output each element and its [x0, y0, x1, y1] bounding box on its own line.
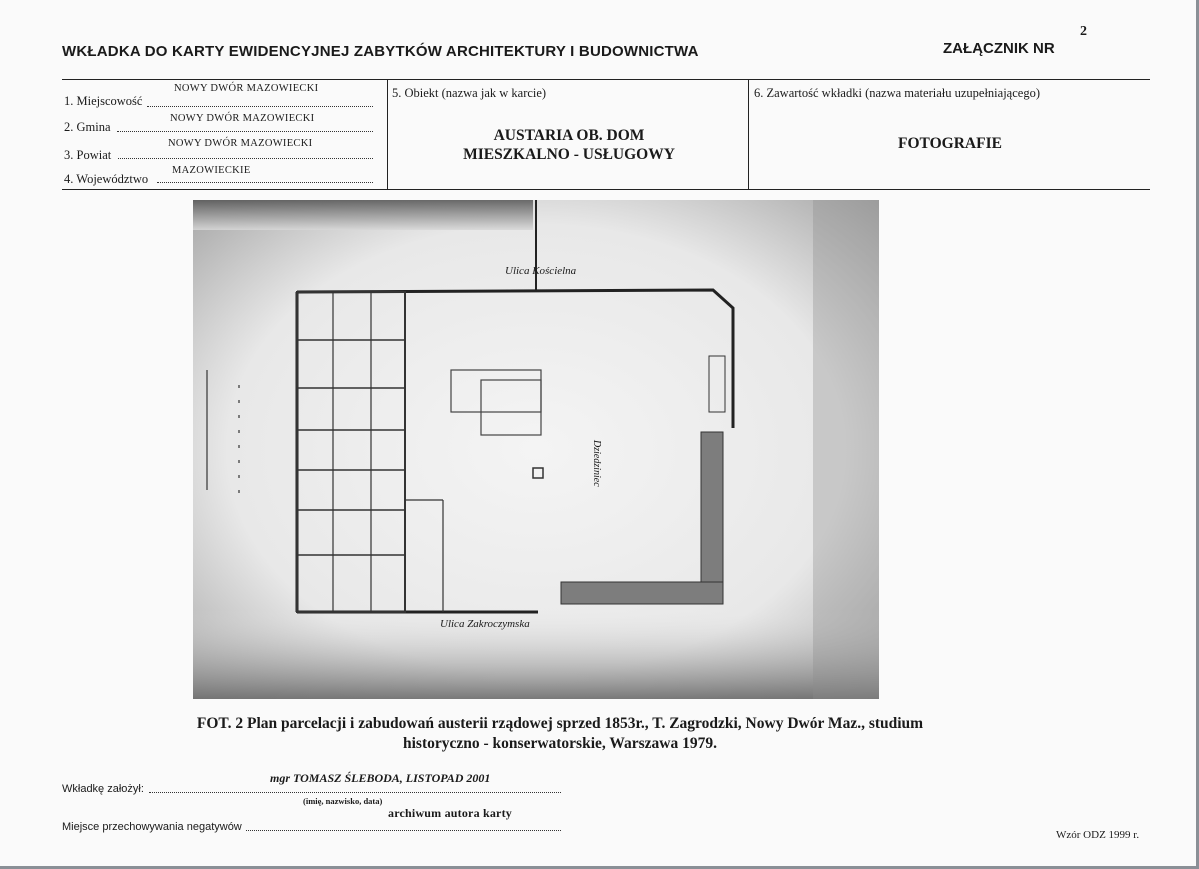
map-label-yard: Dziedziniec: [591, 440, 602, 487]
miejscowosc-value: NOWY DWÓR MAZOWIECKI: [174, 83, 319, 94]
object-name: [390, 126, 748, 164]
powiat-value: NOWY DWÓR MAZOWIECKI: [168, 138, 313, 149]
table-top-border: [62, 79, 1150, 80]
attachment-label: ZAŁĄCZNIK NR: [943, 40, 1055, 57]
storage-value: archiwum autora karty: [388, 806, 512, 820]
object-label: 5. Obiekt (nazwa jak w karcie): [392, 86, 547, 100]
author-value: mgr TOMASZ ŚLEBODA, LISTOPAD 2001: [270, 771, 491, 785]
powiat-label: 3. Powiat: [64, 148, 112, 162]
object-name-line2: MIESZKALNO - USŁUGOWY: [463, 146, 675, 163]
photo-caption: [130, 714, 990, 754]
caption-line1: FOT. 2 Plan parcelacji i zabudowań austerii rządowej sprzed 1853r., T. Zagrodzki, Nowy Dwór Maz., studium: [196, 715, 924, 732]
author-label: Wkładkę założył:: [62, 783, 144, 795]
object-name-line1: AUSTARIA OB. DOM: [493, 127, 645, 144]
wojewodztwo-value: MAZOWIECKIE: [172, 165, 251, 176]
caption-line2: historyczno - konserwatorskie, Warszawa 1979.: [403, 735, 717, 752]
template-version: Wzór ODZ 1999 r.: [1056, 829, 1140, 841]
miejscowosc-dotted-line: [147, 106, 373, 107]
column-divider-2: [748, 79, 749, 189]
gmina-label: 2. Gmina: [64, 120, 111, 134]
author-hint: (imię, nazwisko, data): [303, 796, 383, 806]
table-bottom-border: [62, 189, 1150, 190]
storage-label: Miejsce przechowywania negatywów: [62, 821, 242, 833]
attachment-number: 2: [1080, 24, 1087, 39]
miejscowosc-label: 1. Miejscowość: [64, 94, 143, 108]
content-label: 6. Zawartość wkładki (nazwa materiału uzupełniającego): [754, 86, 1040, 100]
content-value: FOTOGRAFIE: [898, 135, 1002, 152]
powiat-dotted-line: [118, 158, 373, 159]
wojewodztwo-dotted-line: [157, 182, 373, 183]
column-divider-1: [387, 79, 388, 189]
map-label-street-bottom: Ulica Zakroczymska: [440, 618, 530, 630]
gmina-value: NOWY DWÓR MAZOWIECKI: [170, 113, 315, 124]
gmina-dotted-line: [117, 131, 373, 132]
form-title: WKŁADKA DO KARTY EWIDENCYJNEJ ZABYTKÓW ARCHITEKTURY I BUDOWNICTWA: [62, 43, 699, 60]
author-dotted-line: [149, 792, 561, 793]
storage-dotted-line: [246, 830, 561, 831]
wojewodztwo-label: 4. Województwo: [64, 172, 149, 186]
map-label-street-top: Ulica Kościelna: [505, 265, 577, 277]
